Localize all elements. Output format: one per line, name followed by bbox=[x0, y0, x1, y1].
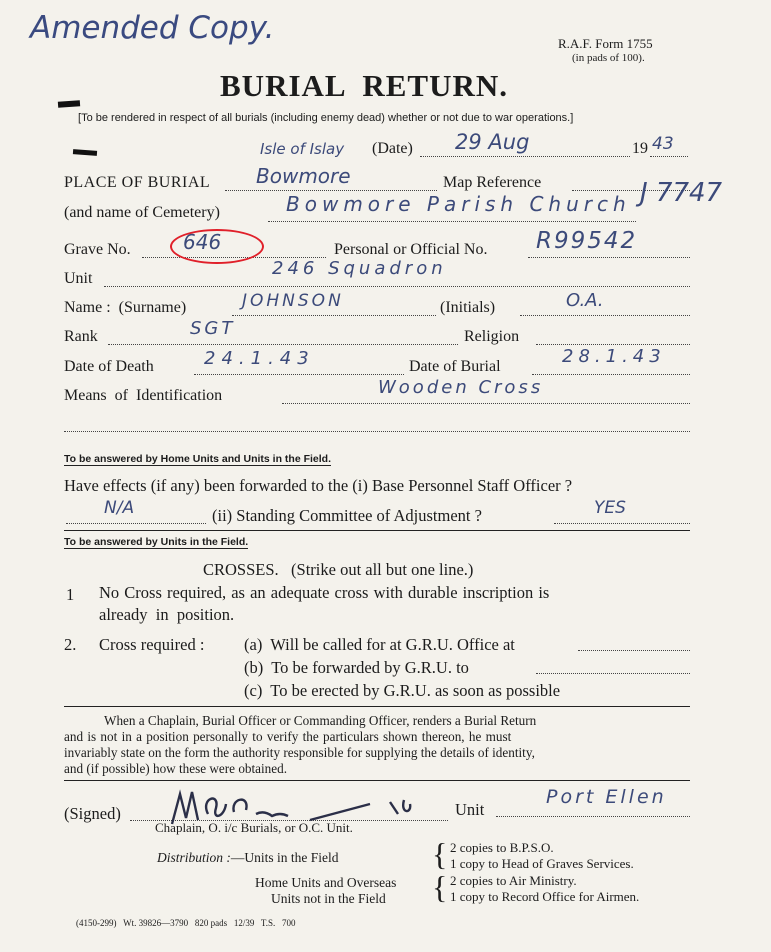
extra-dots bbox=[64, 431, 690, 432]
initials-value: O.A. bbox=[566, 290, 604, 311]
personal-number-value: R99542 bbox=[536, 228, 638, 254]
burial-value: 28.1.43 bbox=[562, 346, 666, 367]
form-subtitle-text: To be rendered in respect of all burials (including enemy dead) whether or not due to war operations. bbox=[81, 112, 571, 124]
date-place-prefix: Isle of Islay bbox=[260, 140, 345, 158]
form-number: R.A.F. Form 1755 bbox=[558, 36, 653, 51]
note-line-1: When a Chaplain, Burial Officer or Commanding Officer, renders a Burial Return bbox=[104, 713, 537, 728]
answer-ii-value: YES bbox=[594, 498, 626, 518]
place-label: PLACE OF BURIAL bbox=[64, 174, 211, 191]
form-title: BURIAL RETURN. bbox=[220, 68, 509, 103]
effects-question: Have effects (if any) been forwarded to the (i) Base Personnel Staff Officer ? bbox=[64, 476, 573, 495]
burial-label: Date of Burial bbox=[409, 358, 501, 375]
place-dots bbox=[225, 190, 437, 191]
means-value: Wooden Cross bbox=[378, 377, 544, 398]
signatory-role: Chaplain, O. i/c Burials, or O.C. Unit. bbox=[155, 820, 353, 835]
rank-dots bbox=[108, 344, 458, 345]
ink-mark bbox=[58, 100, 80, 108]
signature-unit-dots bbox=[496, 816, 690, 817]
date-label: (Date) bbox=[372, 140, 413, 157]
year-value: 43 bbox=[652, 134, 674, 154]
note-line-2: and is not in a position personally to verify the particulars shown thereon, he must bbox=[64, 729, 512, 744]
committee-question: (ii) Standing Committee of Adjustment ? bbox=[212, 506, 482, 525]
religion-dots bbox=[536, 344, 690, 345]
personal-number-dots bbox=[528, 257, 690, 258]
item1-number: 1 bbox=[66, 585, 75, 604]
home-copy-2: 1 copy to Record Office for Airmen. bbox=[450, 889, 640, 904]
item1-line2: already in position. bbox=[99, 605, 235, 624]
death-value: 24.1.43 bbox=[204, 348, 315, 369]
form-subtitle: [To be rendered in respect of all burials (including enemy dead) whether or not due to war operations.] bbox=[78, 112, 574, 124]
date-value: 29 Aug bbox=[455, 130, 530, 154]
grave-label: Grave No. bbox=[64, 241, 131, 258]
burial-dots bbox=[532, 374, 690, 375]
rank-label: Rank bbox=[64, 328, 98, 345]
map-value: J 7747 bbox=[640, 178, 723, 208]
option-a-dots bbox=[578, 650, 690, 651]
answer-i-value: N/A bbox=[104, 498, 135, 518]
distribution-home-label-2: Units not in the Field bbox=[271, 891, 386, 906]
brace-top: { bbox=[432, 836, 448, 872]
section1-heading: To be answered by Home Units and Units in the Field. bbox=[64, 453, 332, 465]
place-value: Bowmore bbox=[256, 164, 351, 188]
signature-unit-value: Port Ellen bbox=[546, 786, 667, 808]
map-label: Map Reference bbox=[443, 174, 542, 191]
unit-dots bbox=[104, 286, 690, 287]
answer-i-dots bbox=[66, 523, 206, 524]
unit-value: 246 Squadron bbox=[272, 258, 447, 279]
option-b-dots bbox=[536, 673, 690, 674]
cemetery-label: (and name of Cemetery) bbox=[64, 204, 220, 221]
year-dots bbox=[650, 156, 688, 157]
signed-label: (Signed) bbox=[64, 804, 121, 823]
name-label: Name : (Surname) bbox=[64, 299, 187, 316]
unit-label: Unit bbox=[64, 270, 93, 287]
death-dots bbox=[194, 374, 404, 375]
field-copy-2: 1 copy to Head of Graves Services. bbox=[450, 856, 634, 871]
distribution-field-label: —Units in the Field bbox=[230, 850, 339, 865]
home-copy-1: 2 copies to Air Ministry. bbox=[450, 873, 577, 888]
section2-heading: To be answered by Units in the Field. bbox=[64, 536, 249, 548]
date-dots bbox=[420, 156, 630, 157]
initials-label: (Initials) bbox=[440, 299, 496, 316]
crosses-title: CROSSES. (Strike out all but one line.) bbox=[203, 560, 474, 579]
cemetery-dots bbox=[268, 221, 636, 222]
divider-1 bbox=[64, 530, 690, 531]
distribution-home-label-1: Home Units and Overseas bbox=[255, 875, 397, 890]
means-label: Means of Identification bbox=[64, 387, 223, 404]
personal-number-label: Personal or Official No. bbox=[334, 241, 488, 258]
divider-3 bbox=[64, 780, 690, 781]
year-prefix: 19 bbox=[632, 140, 648, 157]
signature-unit-label: Unit bbox=[455, 800, 485, 819]
distribution-label-text: Distribution : bbox=[157, 850, 231, 865]
initials-dots bbox=[520, 315, 690, 316]
item2-option-a: (a) Will be called for at G.R.U. Office at bbox=[244, 635, 515, 654]
item1-line1: No Cross required, as an adequate cross with durable inscription is bbox=[99, 583, 550, 602]
cemetery-value: Bowmore Parish Church bbox=[286, 192, 631, 216]
religion-label: Religion bbox=[464, 328, 520, 345]
surname-dots bbox=[232, 315, 436, 316]
rank-value: SGT bbox=[190, 318, 236, 339]
item2-option-c: (c) To be erected by G.R.U. as soon as possible bbox=[244, 681, 561, 700]
note-line-3: invariably state on the form the authority responsible for supplying the details of identity, bbox=[64, 745, 535, 760]
note-line-4: and (if possible) how these were obtained. bbox=[64, 761, 288, 776]
item2-option-b: (b) To be forwarded by G.R.U. to bbox=[244, 658, 469, 677]
ink-mark bbox=[73, 149, 97, 156]
death-label: Date of Death bbox=[64, 358, 154, 375]
item2-label: Cross required : bbox=[99, 635, 205, 654]
distribution-label bbox=[157, 850, 339, 866]
brace-bottom: { bbox=[432, 869, 448, 905]
pads-note: (in pads of 100). bbox=[572, 52, 645, 64]
surname-value: JOHNSON bbox=[242, 291, 344, 311]
amended-copy-note: Amended Copy. bbox=[30, 10, 275, 46]
field-copy-1: 2 copies to B.P.S.O. bbox=[450, 840, 554, 855]
grave-value: 646 bbox=[183, 230, 222, 254]
means-dots bbox=[282, 403, 690, 404]
divider-2 bbox=[64, 706, 690, 707]
item2-number: 2. bbox=[64, 635, 77, 654]
print-code: (4150-299) Wt. 39826—3790 820 pads 12/39 T.S. 700 bbox=[76, 918, 296, 928]
answer-ii-dots bbox=[554, 523, 690, 524]
